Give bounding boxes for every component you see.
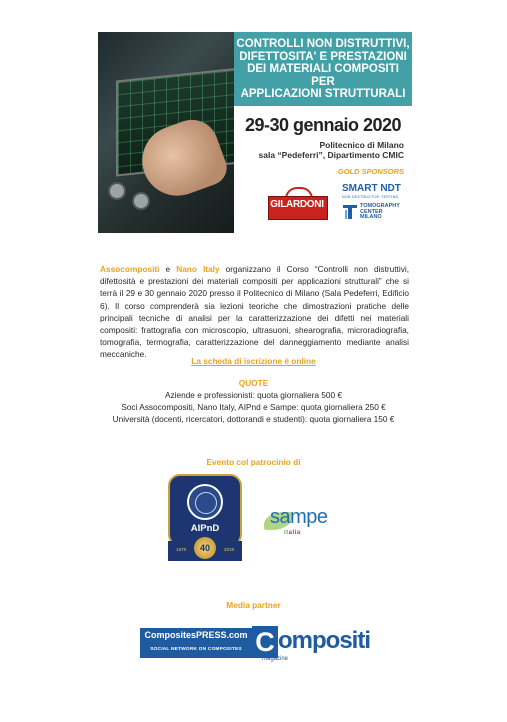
intro-paragraph: Assocompositi e Nano Italy organizzano il Corso “Controlli non distruttivi, difettosità e prestazioni dei materiali compositi per applicazioni strutturali” che si terrà il 29 e 30 gennaio 2020 presso il Politecnico di Milano (Sala Pedeferri, Edificio 6). Il corso comprenderà sia lezioni teoriche che dimostrazioni pratiche delle principali tecniche di analisi per la caratterizzazione dei difetti nei materiali compositi: frattografia con microscopio, ultrasuoni, shearografia, microradiografia, tomografia, termografia, caratterizzazione del danneggiamento mediante analisi meccaniche. xyxy=(100,264,409,360)
compositi-magazine-logo[interactable]: C ompositi magazine xyxy=(252,626,372,662)
tomography-center-icon xyxy=(342,204,358,220)
compositespress-logo[interactable]: CompositesPRESS.com SOCIAL NETWORK ON COMPOSITES xyxy=(140,628,252,658)
aipnd-logo[interactable]: AIPnD 1979 2019 40 xyxy=(168,474,242,564)
gold-sponsors-label: GOLD SPONSORS xyxy=(337,167,404,176)
tomography-center-logo[interactable]: TOMOGRAPHY CENTER MILANO xyxy=(360,203,400,221)
knob-icon xyxy=(108,182,126,200)
quote-line: Soci Assocompositi, Nano Italy, AIPnd e Sampe: quota giornaliera 250 € xyxy=(121,402,386,412)
intro-text: organizzano il Corso “Controlli non distruttivi, difettosità e prestazioni dei materiali compositi per applicazioni strutturali” che si terrà il 29 e 30 gennaio 2020 presso il Politecnico di Milano (Sala Pedeferri, Edificio 6). Il corso comprenderà sia lezioni teoriche che dimostrazioni pratiche delle principali tecniche di analisi per la caratterizzazione dei difetti nei materiali compositi: frattografia con microscopio, ultrasuoni, shearografia, microradiografia, tomografia, termografia, caratterizzazione del danneggiamento mediante analisi meccaniche. xyxy=(100,264,409,360)
smart-ndt-logo[interactable]: SMART NDT xyxy=(342,183,401,194)
quote-line: Università (docenti, ricercatori, dottorandi e studenti): quota giornaliera 150 € xyxy=(112,414,395,424)
event-venue: Politecnico di Milano sala “Pedeferri”, Dipartimento CMIC xyxy=(258,140,404,160)
event-dates: 29-30 gennaio 2020 xyxy=(244,115,402,135)
banner-photo xyxy=(98,32,234,233)
event-banner xyxy=(98,32,412,233)
smart-ndt-subtitle: NON DESTRUCTIVE TESTING xyxy=(342,195,399,199)
nano-italy-link[interactable]: Nano Italy xyxy=(176,264,220,274)
assocompositi-link[interactable]: Assocompositi xyxy=(100,264,160,274)
sampe-italia-logo[interactable]: sampe italia xyxy=(262,506,354,540)
media-partner-heading: Media partner xyxy=(226,600,281,610)
globe-icon xyxy=(187,484,223,520)
anniversary-badge: 40 xyxy=(194,537,216,559)
quote-line: Aziende e professionisti: quota giornaliera 500 € xyxy=(164,390,343,400)
knob-icon xyxy=(132,192,150,210)
banner-title: CONTROLLI NON DISTRUTTIVI, DIFETTOSITA' E PRESTAZIONI DEI MATERIALI COMPOSITI PER APPLICAZIONI STRUTTURALI xyxy=(236,38,410,100)
registration-link[interactable]: La scheda di iscrizione è online xyxy=(191,356,316,366)
gilardoni-logo[interactable]: GILARDONI xyxy=(268,187,326,218)
quote-heading: QUOTE xyxy=(238,378,269,388)
patronage-heading: Evento col patrocinio di xyxy=(206,457,301,467)
